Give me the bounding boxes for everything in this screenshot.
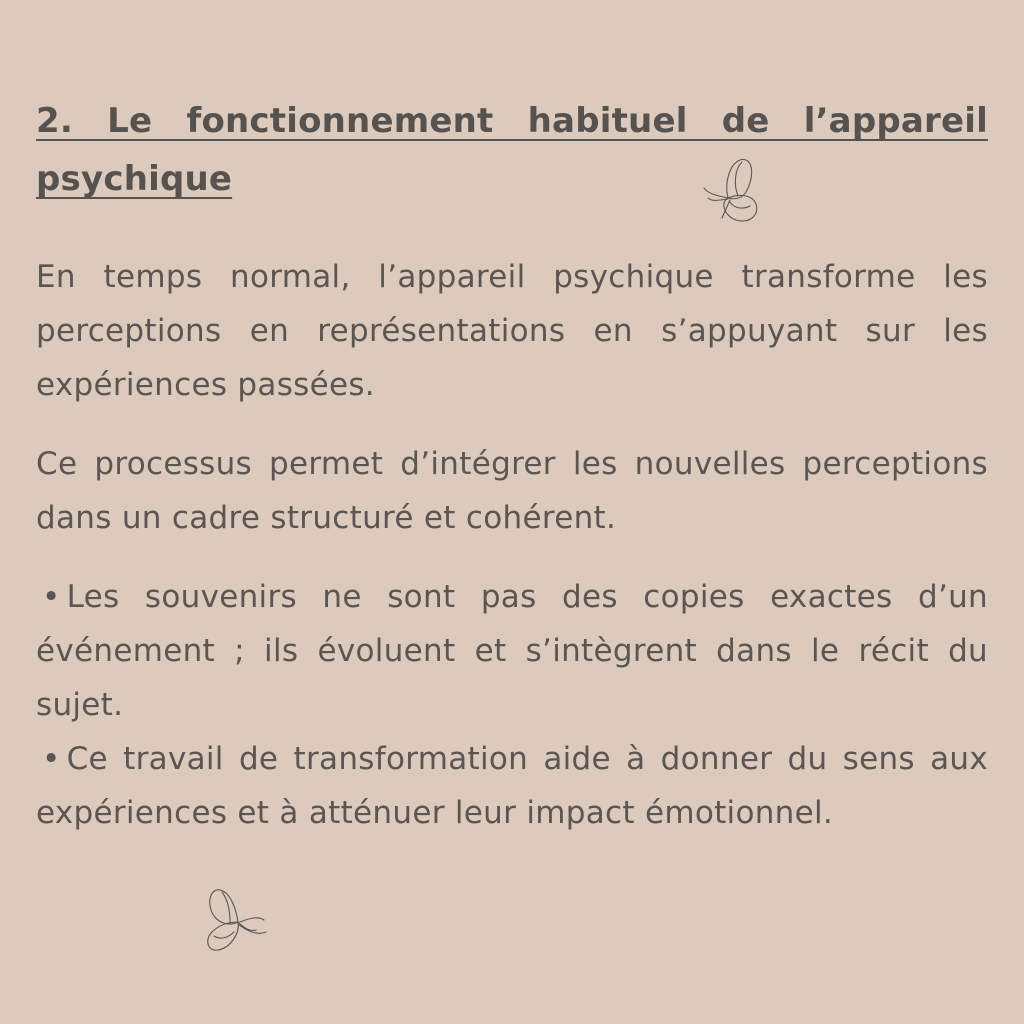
bullet-item-transformation [36,732,988,840]
section-heading: 2. Le fonctionnement habituel de l’appareil psychique [36,101,988,199]
page-content [36,92,988,840]
bullet-list [36,570,988,840]
bullet-marker: • [42,579,61,615]
bullet-item-souvenirs [36,570,988,732]
butterfly-icon [200,882,276,962]
butterfly-icon [700,152,770,232]
paragraph-normal-functioning: En temps normal, l’appareil psychique transforme les perceptions en représentations en s’appuyant sur les expériences passées. [36,259,988,403]
bullet-text: Ce travail de transformation aide à donner du sens aux expériences et à atténuer leur impact émotionnel. [36,741,988,831]
paragraph-integration-process: Ce processus permet d’intégrer les nouvelles perceptions dans un cadre structuré et cohérent. [36,446,988,536]
bullet-text: Les souvenirs ne sont pas des copies exactes d’un événement ; ils évoluent et s’intègrent dans le récit du sujet. [36,579,988,723]
bullet-marker: • [42,741,61,777]
